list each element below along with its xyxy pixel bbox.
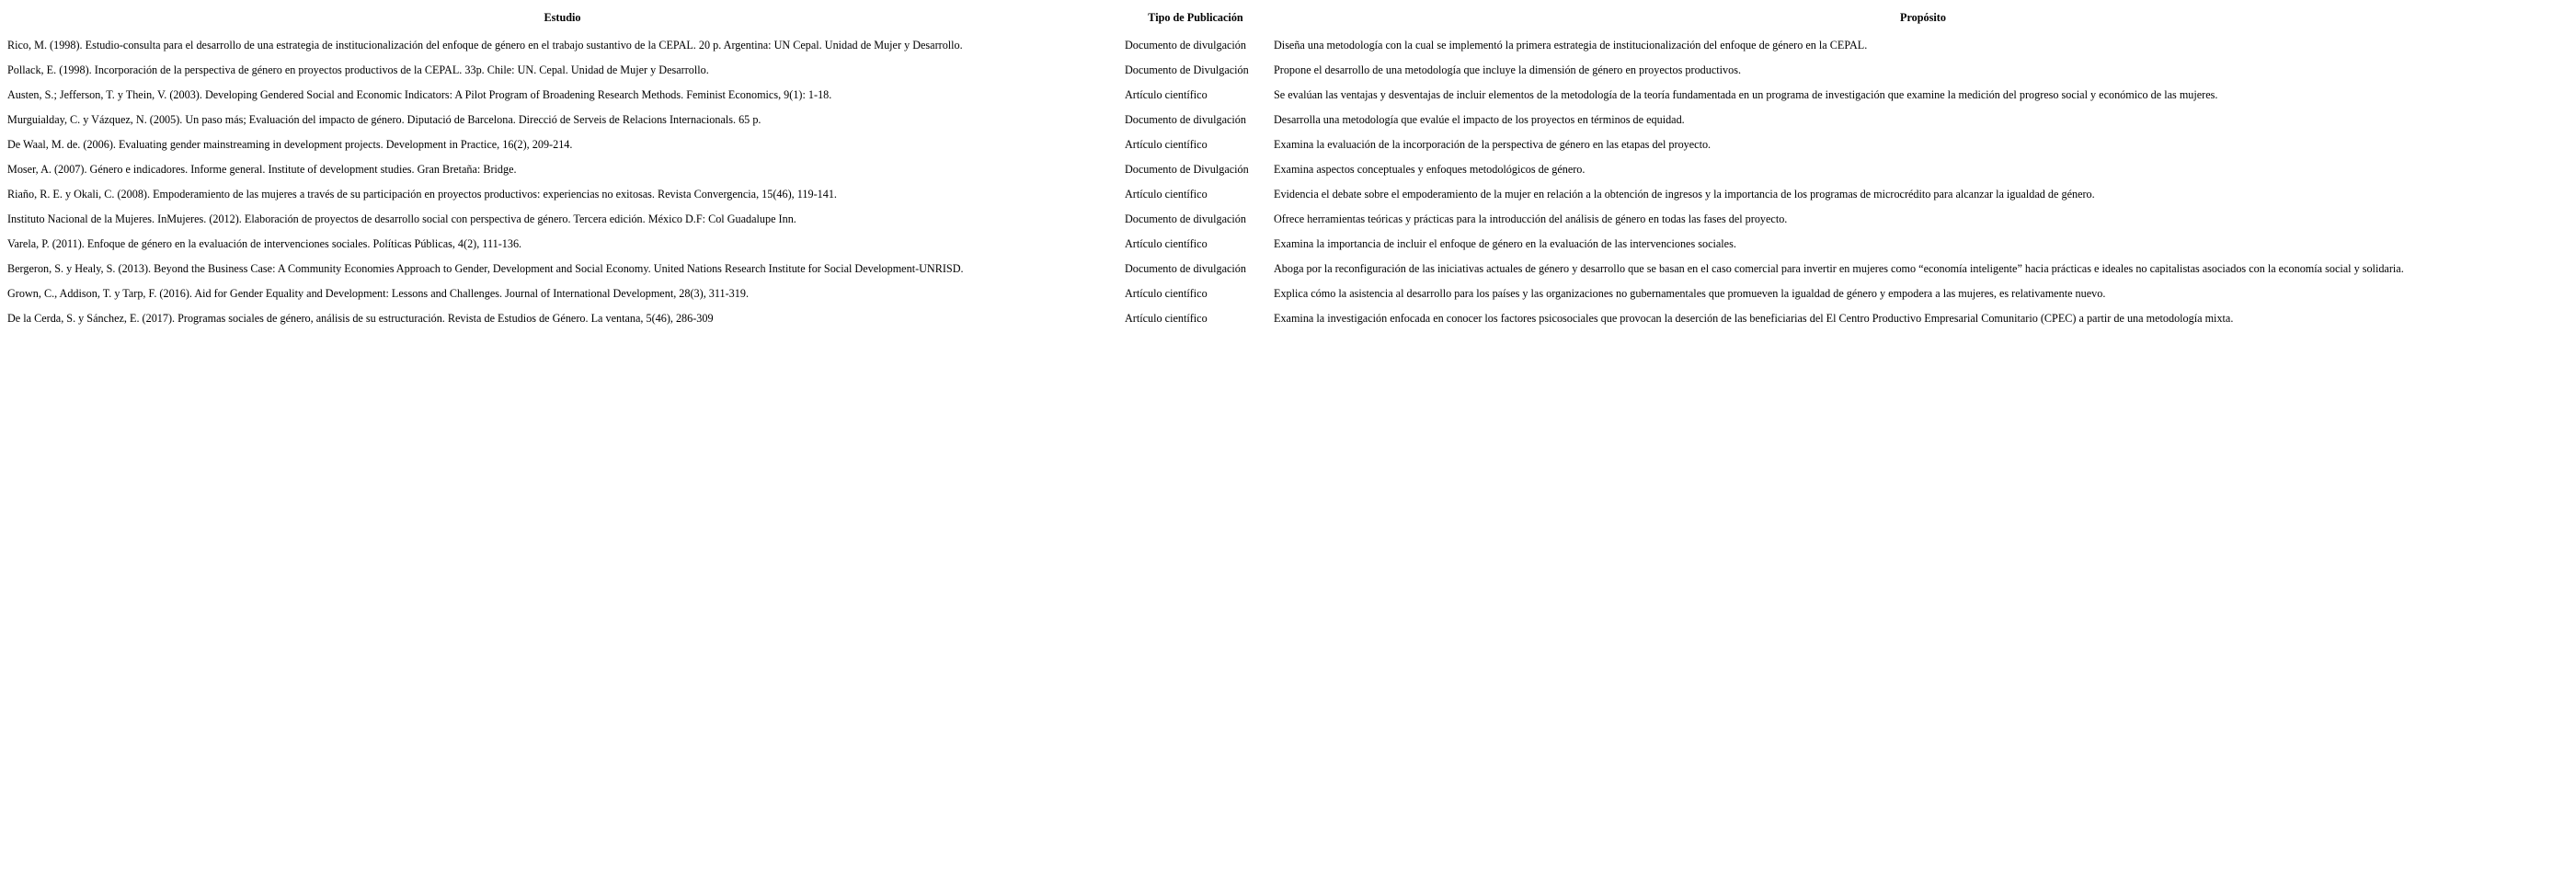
- cell-estudio: Austen, S.; Jefferson, T. y Thein, V. (2003). Developing Gendered Social and Economic Indicators: A Pilot Program of Broadening Research Methods. Feminist Economics, 9(1): 1-18.: [7, 87, 832, 101]
- cell-estudio: De la Cerda, S. y Sánchez, E. (2017). Programas sociales de género, análisis de su estructuración. Revista de Estudios de Género. La ventana, 5(46), 286-309: [7, 311, 714, 325]
- cell-proposito: Se evalúan las ventajas y desventajas de incluir elementos de la metodología de la teoría fundamentada en un programa de investigación que examine la medición del progreso social y económico de las mujeres.: [1274, 87, 2218, 101]
- cell-estudio: Grown, C., Addison, T. y Tarp, F. (2016). Aid for Gender Equality and Development: Lessons and Challenges. Journal of International Development, 28(3), 311-319.: [7, 286, 750, 300]
- header-proposito: Propósito: [1900, 11, 1946, 24]
- table-row: [4, 57, 2576, 82]
- cell-tipo: Documento de divulgación: [1125, 38, 1246, 52]
- cell-proposito: Examina la importancia de incluir el enfoque de género en la evaluación de las intervenciones sociales.: [1274, 236, 1736, 250]
- cell-tipo: Documento de Divulgación: [1125, 162, 1249, 176]
- cell-tipo: Artículo científico: [1125, 137, 1208, 151]
- cell-estudio: Rico, M. (1998). Estudio-consulta para el desarrollo de una estrategia de institucionalización del enfoque de género en el trabajo sustantivo de la CEPAL. 20 p. Argentina: UN Cepal. Unidad de Mujer y Desarrollo.: [7, 38, 963, 52]
- cell-estudio: Varela, P. (2011). Enfoque de género en la evaluación de intervenciones sociales. Políticas Públicas, 4(2), 111-136.: [7, 236, 522, 250]
- cell-proposito: Desarrolla una metodología que evalúe el impacto de los proyectos en términos de equidad.: [1274, 112, 1685, 126]
- cell-proposito: Examina la evaluación de la incorporación de la perspectiva de género en las etapas del proyecto.: [1274, 137, 1712, 151]
- table-row: [4, 82, 2576, 107]
- table-row: [4, 231, 2576, 256]
- table-header-row: [4, 6, 2576, 32]
- studies-table: [4, 6, 2576, 330]
- header-estudio: Estudio: [544, 11, 581, 24]
- cell-tipo: Artículo científico: [1125, 286, 1208, 300]
- table-row: [4, 156, 2576, 181]
- cell-estudio: Riaño, R. E. y Okali, C. (2008). Empoderamiento de las mujeres a través de su participación en proyectos productivos: experiencias no exitosas. Revista Convergencia, 15(46), 119-141.: [7, 187, 837, 201]
- cell-estudio: Murguialday, C. y Vázquez, N. (2005). Un paso más; Evaluación del impacto de género. Diputació de Barcelona. Direcció de Serveis de Relacions Internacionals. 65 p.: [7, 112, 761, 126]
- cell-proposito: Diseña una metodología con la cual se implementó la primera estrategia de institucionalización del enfoque de género en la CEPAL.: [1274, 38, 1868, 52]
- table-row: [4, 206, 2576, 231]
- cell-estudio: De Waal, M. de. (2006). Evaluating gender mainstreaming in development projects. Development in Practice, 16(2), 209-214.: [7, 137, 573, 151]
- cell-proposito: Examina aspectos conceptuales y enfoques metodológicos de género.: [1274, 162, 1586, 176]
- cell-proposito: Explica cómo la asistencia al desarrollo para los países y las organizaciones no gubernamentales que promueven la igualdad de género y empodera a las mujeres, es relativamente nuevo.: [1274, 286, 2106, 300]
- table-row: [4, 107, 2576, 132]
- table-row: [4, 181, 2576, 206]
- cell-tipo: Documento de divulgación: [1125, 261, 1246, 275]
- table-row: [4, 281, 2576, 305]
- cell-tipo: Artículo científico: [1125, 311, 1208, 325]
- cell-proposito: Aboga por la reconfiguración de las iniciativas actuales de género y desarrollo que se basan en el caso comercial para invertir en mujeres como “economía inteligente” hacia prácticas e ideales no capitalistas asociados con la economía social y solidaria.: [1274, 261, 2404, 275]
- cell-tipo: Artículo científico: [1125, 187, 1208, 201]
- cell-proposito: Evidencia el debate sobre el empoderamiento de la mujer en relación a la obtención de ingresos y la importancia de los programas de microcrédito para alcanzar la igualdad de género.: [1274, 187, 2095, 201]
- cell-proposito: Ofrece herramientas teóricas y prácticas para la introducción del análisis de género en todas las fases del proyecto.: [1274, 212, 1788, 225]
- table-row: [4, 32, 2576, 57]
- table-row: [4, 305, 2576, 330]
- cell-tipo: Documento de divulgación: [1125, 112, 1246, 126]
- cell-tipo: Documento de divulgación: [1125, 212, 1246, 225]
- cell-tipo: Documento de Divulgación: [1125, 63, 1249, 76]
- cell-tipo: Artículo científico: [1125, 236, 1208, 250]
- cell-proposito: Examina la investigación enfocada en conocer los factores psicosociales que provocan la deserción de las beneficiarias del El Centro Productivo Empresarial Comunitario (CPEC) a partir de una metodología mixta.: [1274, 311, 2234, 325]
- cell-estudio: Bergeron, S. y Healy, S. (2013). Beyond the Business Case: A Community Economies Approach to Gender, Development and Social Economy. United Nations Research Institute for Social Development-UNRISD.: [7, 261, 964, 275]
- cell-estudio: Moser, A. (2007). Género e indicadores. Informe general. Institute of development studies. Gran Bretaña: Bridge.: [7, 162, 517, 176]
- table-row: [4, 256, 2576, 281]
- cell-tipo: Artículo científico: [1125, 87, 1208, 101]
- header-tipo-publicacion: Tipo de Publicación: [1148, 11, 1243, 24]
- cell-proposito: Propone el desarrollo de una metodología que incluye la dimensión de género en proyectos productivos.: [1274, 63, 1742, 76]
- cell-estudio: Instituto Nacional de la Mujeres. InMujeres. (2012). Elaboración de proyectos de desarrollo social con perspectiva de género. Tercera edición. México D.F: Col Guadalupe Inn.: [7, 212, 796, 225]
- table-row: [4, 132, 2576, 156]
- cell-estudio: Pollack, E. (1998). Incorporación de la perspectiva de género en proyectos productivos de la CEPAL. 33p. Chile: UN. Cepal. Unidad de Mujer y Desarrollo.: [7, 63, 709, 76]
